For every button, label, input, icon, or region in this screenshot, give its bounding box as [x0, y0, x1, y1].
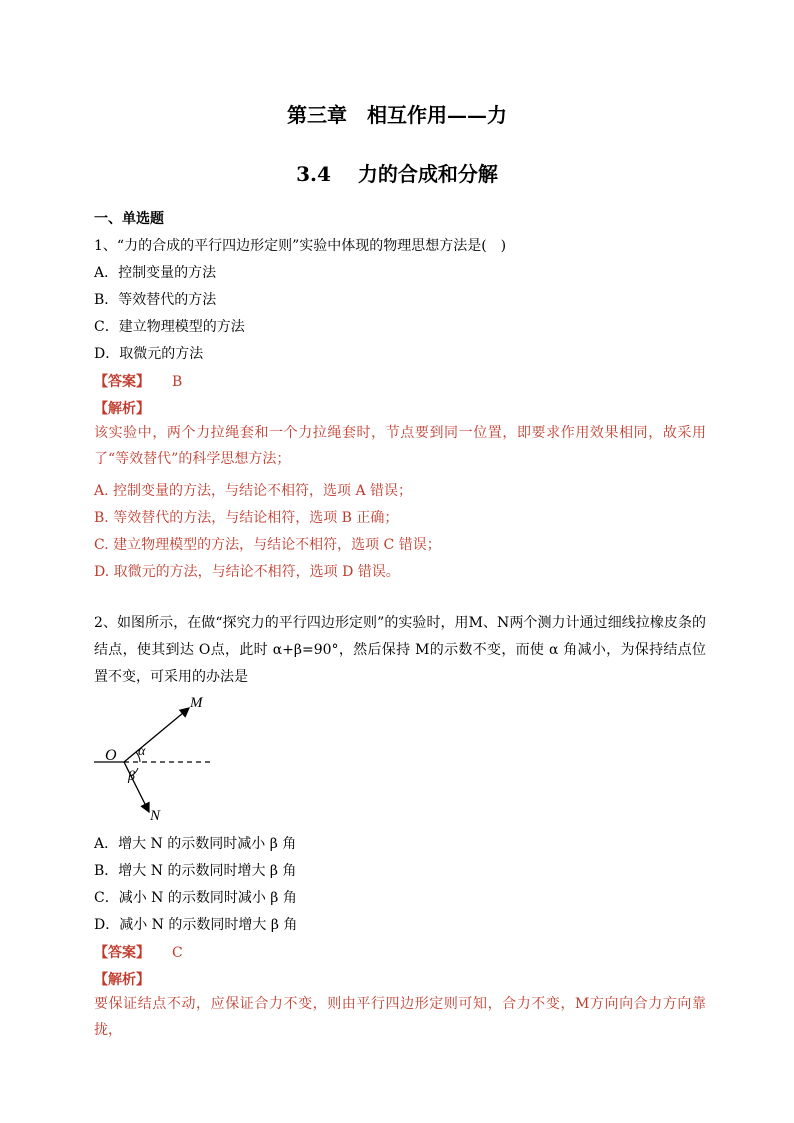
question-2-option-d: D．减小 N 的示数同时增大 β 角 [94, 917, 298, 933]
question-1-stem: 1、“力的合成的平行四边形定则”实验中体现的物理思想方法是( ) [94, 238, 507, 254]
question-1-analysis-c: C. 建立物理模型的方法，与结论不相符，选项 C 错误； [94, 537, 441, 553]
question-2-option-b: B．增大 N 的示数同时增大 β 角 [94, 863, 297, 879]
answer-value: B [172, 374, 183, 390]
force-diagram [92, 690, 222, 825]
section-heading: 一、单选题 [94, 211, 164, 227]
section-title: 3.4 力的合成和分解 [296, 162, 498, 186]
question-1-analysis-text: 该实验中，两个力拉绳套和一个力拉绳套时，节点要到同一位置，即要求作用效果相同，故采用了“等效替代”的科学思想方法； [94, 425, 706, 467]
label-beta: β [128, 769, 135, 784]
question-1-option-c: C．建立物理模型的方法 [94, 319, 245, 335]
question-1-option-b: B．等效替代的方法 [94, 292, 217, 308]
question-2-option-a: A．增大 N 的示数同时减小 β 角 [94, 836, 297, 852]
label-n: N [150, 808, 161, 824]
question-1-analysis-d: D. 取微元的方法，与结论不相符，选项 D 错误。 [94, 564, 400, 580]
question-1-analysis-a: A. 控制变量的方法，与结论不相符，选项 A 错误； [94, 483, 413, 499]
question-2-analysis-label: 【解析】 [94, 972, 150, 988]
chapter-title: 第三章 相互作用——力 [287, 103, 507, 127]
question-1-answer [94, 371, 182, 391]
label-m: M [190, 695, 203, 711]
question-1-analysis-label: 【解析】 [94, 401, 150, 417]
answer-label: 【答案】 [94, 374, 150, 390]
question-1-option-a: A．控制变量的方法 [94, 265, 217, 281]
label-o: O [105, 747, 117, 764]
question-2-analysis-text: 要保证结点不动，应保证合力不变，则由平行四边形定则可知，合力不变，M方向向合力方向靠拢， [94, 996, 706, 1038]
force-m-arrow [124, 708, 189, 762]
question-1-analysis-b: B. 等效替代的方法，与结论相符，选项 B 正确； [94, 510, 399, 526]
question-2-option-c: C．减小 N 的示数同时减小 β 角 [94, 890, 297, 906]
question-2-answer [94, 942, 183, 962]
answer-value: C [172, 945, 183, 961]
question-1-option-d: D．取微元的方法 [94, 346, 204, 362]
answer-label: 【答案】 [94, 945, 150, 961]
question-2-stem: 2、如图所示，在做“探究力的平行四边形定则”的实验时，用M、N两个测力计通过细线拉橡皮条的结点，使其到达 O点，此时 α+β=90°，然后保持 M的示数不变，而使 α 角减小，为保持结点位置不变，可采用的办法是 [94, 615, 706, 685]
label-alpha: α [138, 744, 146, 759]
